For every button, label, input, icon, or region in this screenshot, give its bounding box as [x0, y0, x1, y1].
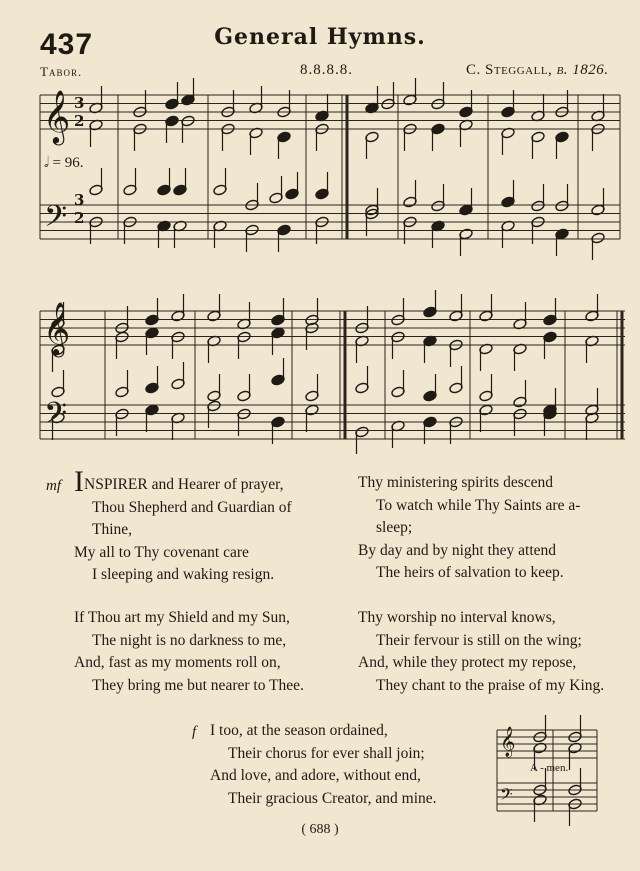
treble-clef-icon: 𝄞 — [500, 727, 516, 757]
metronome-mark: 𝅗𝅥 = 96. — [44, 155, 84, 171]
verse-line: And, while they protect my repose, — [358, 654, 577, 671]
verse-line: To watch while Thy Saints are a- — [376, 496, 581, 514]
verse-1 — [74, 465, 292, 587]
verse-line: Thy worship no interval knows, — [358, 609, 556, 626]
verse-line: I sleeping and waking resign. — [92, 566, 275, 583]
verse-line: The night is no darkness to me, — [92, 631, 287, 649]
treble-clef-icon: 𝄞 — [43, 89, 71, 143]
hymn-number: 437 — [40, 28, 94, 61]
verse-line: And love, and adore, without end, — [210, 767, 421, 784]
dynamic-mark: mf — [46, 478, 61, 494]
composer-born: b. 1826. — [556, 62, 609, 78]
verse-line: Their chorus for ever shall join; — [228, 744, 425, 762]
verse-line: They bring me but nearer to Thee. — [92, 676, 304, 694]
verse-line: I too, at the season ordained, — [210, 722, 388, 739]
verse-5 — [210, 720, 437, 810]
meter: 8.8.8.8. — [300, 62, 353, 78]
composer-name: C. Steggall, — [466, 62, 553, 78]
amen-text: A - men. — [530, 762, 569, 774]
bass-clef-icon: 𝄢 — [44, 200, 68, 241]
treble-clef-icon: 𝄞 — [43, 301, 71, 355]
verse-line: My all to Thy covenant care — [74, 543, 249, 561]
verse-line: sleep; — [376, 519, 413, 536]
drop-cap: I — [74, 465, 84, 498]
verse-3 — [358, 472, 580, 585]
verse-line: And, fast as my moments roll on, — [74, 654, 281, 671]
page-title: General Hymns. — [214, 24, 426, 50]
time-signature: 2 — [74, 112, 85, 130]
tune-name: Tabor. — [40, 64, 83, 79]
verse-line: Thou Shepherd and Guardian of — [92, 498, 292, 516]
dynamic-mark: f — [192, 724, 197, 740]
bass-clef-icon: 𝄢 — [44, 397, 68, 438]
verse-line: Thy ministering spirits descend — [358, 474, 554, 491]
verse-line: They chant to the praise of my King. — [376, 676, 605, 694]
bass-clef-icon: 𝄢 — [500, 784, 513, 808]
verse-line: If Thou art my Shield and my Sun, — [74, 609, 290, 626]
verse-2 — [74, 607, 304, 697]
verse-line: Their fervour is still on the wing; — [376, 631, 582, 649]
verse-line: INSPIRER and Hearer of prayer, — [74, 465, 284, 498]
verse-line: Their gracious Creator, and mine. — [228, 789, 437, 807]
verse-line: The heirs of salvation to keep. — [376, 564, 564, 581]
verse-4 — [358, 607, 604, 697]
time-signature: 3 — [74, 191, 85, 209]
verse-line: By day and by night they attend — [358, 541, 557, 559]
verse-line: Thine, — [92, 521, 133, 538]
page-number: ( 688 ) — [301, 822, 339, 837]
time-signature: 2 — [74, 209, 85, 227]
time-signature: 3 — [74, 94, 85, 112]
